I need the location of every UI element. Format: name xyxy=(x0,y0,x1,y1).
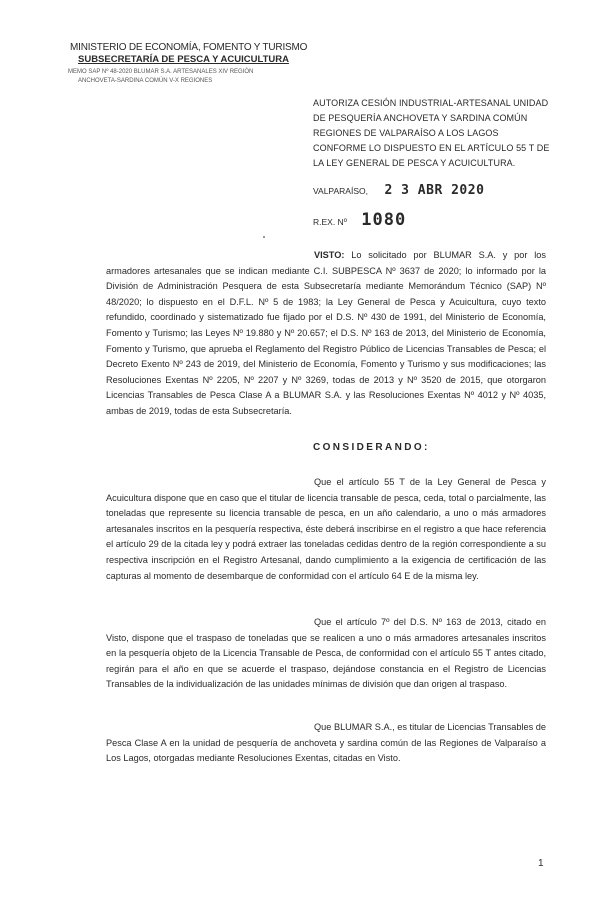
reference-line-2: ANCHOVETA-SARDINA COMÚN V-X REGIONES xyxy=(78,78,213,84)
place-and-date xyxy=(313,183,484,198)
visto-paragraph xyxy=(106,248,546,420)
resolution-number: 1080 xyxy=(361,210,407,230)
scan-speck xyxy=(263,236,265,238)
considerando-paragraph-2: Que el artículo 7º del D.S. Nº 163 de 2013, citado en Visto, dispone que el traspaso de toneladas que se realicen a uno o más armadores artesanales inscritos en la pesquería objeto de la Licencia Transable de Pesca, de conformidad con el artículo 55 T antes citado, regirán para el año en que se acuerde el traspaso, dejándose constancia en el Registro de Licencias Transables de la individualización de las unidades mínimas de división que dan origen al traspaso. xyxy=(106,617,546,690)
letterhead xyxy=(68,42,308,86)
place-label: VALPARAÍSO, xyxy=(313,186,368,196)
resolution-number-block xyxy=(313,210,406,230)
ministry-name: MINISTERIO DE ECONOMÍA, FOMENTO Y TURISMO xyxy=(70,42,308,53)
reference-line-1: MEMO SAP Nº 48-2020 BLUMAR S.A. ARTESANALES XIV REGIÓN xyxy=(68,69,254,75)
resolution-label: R.EX. Nº xyxy=(313,217,347,227)
considerando-paragraph-3: Que BLUMAR S.A., es titular de Licencias Transables de Pesca Clase A en la unidad de pesquería de anchoveta y sardina común de las Regiones de Valparaíso a Los Lagos, otorgadas mediante Resoluciones Exentas, citadas en Visto. xyxy=(106,722,546,764)
visto-text: Lo solicitado por BLUMAR S.A. y por los armadores artesanales que se indican mediante C.I. SUBPESCA Nº 3637 de 2020; lo informado por la División de Administración Pesquera de esta Subsecretaría mediante Memorándum Técnico (SAP) Nº 48/2020; lo dispuesto en el D.F.L. Nº 5 de 1983; la Ley General de Pesca y Acuicultura, cuyo texto refundido, coordinado y sistematizado fue fijado por el D.S. Nº 430 de 1991, del Ministerio de Economía, Fomento y Turismo; las Leyes Nº 19.880 y Nº 20.657; el D.S. Nº 163 de 2013, del Ministerio de Economía, Fomento y Turismo, que aprueba el Reglamento del Registro Público de Licencias Transables de Pesca; el Decreto Exento Nº 243 de 2019, del Ministerio de Economía, Fomento y Turismo y sus modificaciones; las Resoluciones Exentas Nº 2205, Nº 2207 y Nº 3269, todas de 2013 y Nº 3520 de 2015, que otorgaron Licencias Transables de Pesca Clase A a BLUMAR S.A. y las Resoluciones Exentas Nº 4012 y Nº 4035, ambas de 2019, todas de esta Subsecretaría. xyxy=(106,250,546,416)
date-stamp: 2 3 ABR 2020 xyxy=(384,183,485,198)
subsecretaria-name: SUBSECRETARÍA DE PESCA Y ACUICULTURA xyxy=(78,54,289,65)
resolution-title: AUTORIZA CESIÓN INDUSTRIAL-ARTESANAL UNIDAD DE PESQUERÍA ANCHOVETA Y SARDINA COMÚN REGIONES DE VALPARAÍSO A LOS LAGOS CONFORME LO DISPUESTO EN EL ARTÍCULO 55 T DE LA LEY GENERAL DE PESCA Y ACUICULTURA. xyxy=(313,98,550,168)
considerando-paragraph-1: Que el artículo 55 T de la Ley General de Pesca y Acuicultura dispone que en caso que el titular de licencia transable de pesca, ceda, total o parcialmente, las toneladas que represente su licencia transable de pesca, en un año calendario, a uno o más armadores artesanales inscritos en la pesquería respectiva, éste deberá inscribirse en el registro a que hace referencia el artículo 29 de la citada ley y podrá extraer las toneladas cedidas dentro de la región correspondiente a su respectiva inscripción en el Registro Artesanal, dando cumplimiento a la exigencia de certificación de las capturas al momento de desembarque de conformidad con el artículo 64 E de la misma ley. xyxy=(106,477,546,581)
considerando-heading: CONSIDERANDO: xyxy=(313,442,430,453)
page-number: 1 xyxy=(538,858,544,869)
visto-label: VISTO: xyxy=(314,250,345,260)
